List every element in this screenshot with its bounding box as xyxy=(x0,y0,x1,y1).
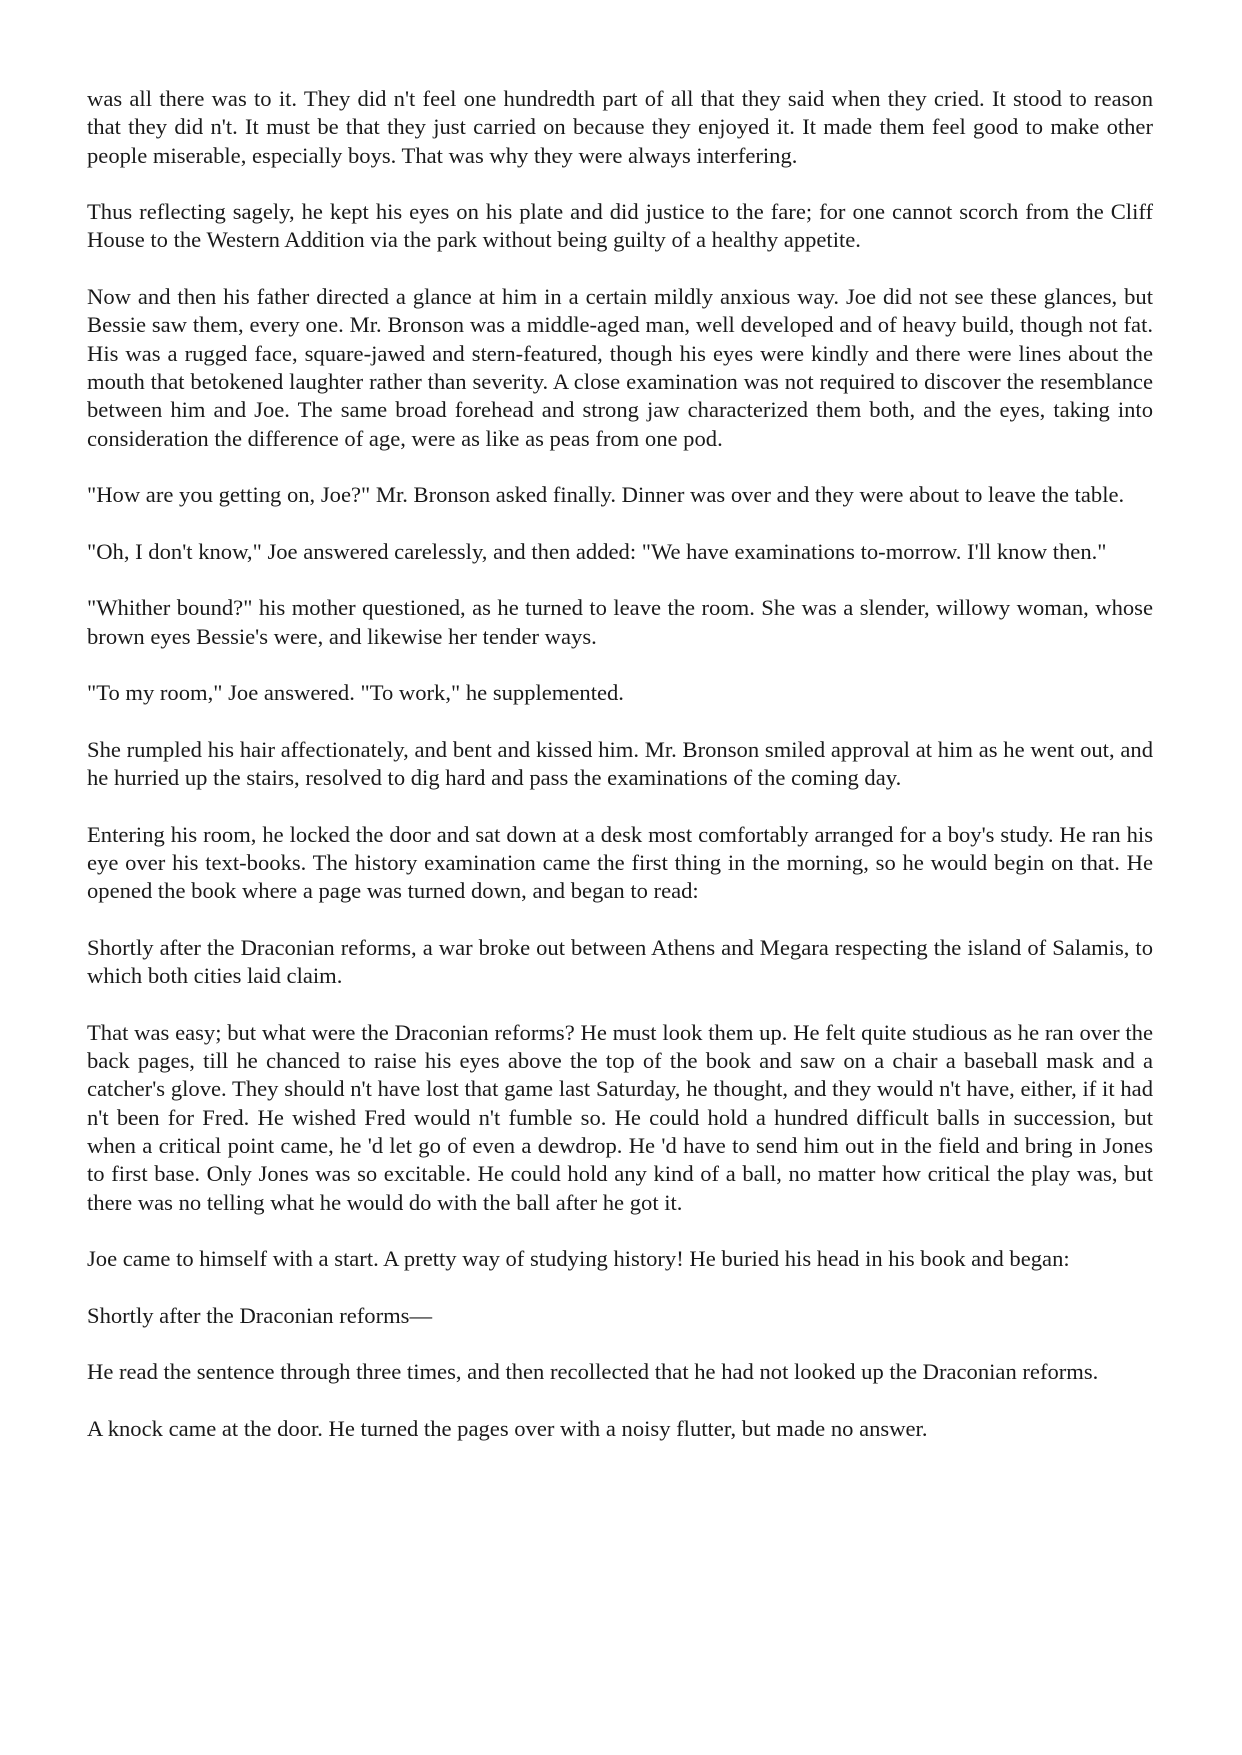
paragraph: He read the sentence through three times, and then recollected that he had not looked up the Draconian reforms. xyxy=(87,1359,1099,1385)
paragraph: That was easy; but what were the Draconian reforms? He must look them up. He felt quite studious as he ran over the back pages, till he chanced to raise his eyes above the top of the book and saw on a chair a baseball mask and a catcher's glove. They should n't have lost that game last Saturday, he thought, and they would n't have, either, if it had n't been for Fred. He wished Fred would n't fumble so. He could hold a hundred difficult balls in succession, but when a critical point came, he 'd let go of even a dewdrop. He 'd have to send him out in the field and bring in Jones to first base. Only Jones was so excitable. He could hold any kind of a ball, no matter how critical the play was, but there was no telling what he would do with the ball after he got it. xyxy=(87,1019,1153,1215)
paragraph: She rumpled his hair affectionately, and bent and kissed him. Mr. Bronson smiled approval at him as he went out, and he hurried up the stairs, resolved to dig hard and pass the examinations of the coming day. xyxy=(87,736,1153,791)
paragraph: "How are you getting on, Joe?" Mr. Bronson asked finally. Dinner was over and they were about to leave the table. xyxy=(87,482,1125,508)
paragraph: "Whither bound?" his mother questioned, as he turned to leave the room. She was a slender, willowy woman, whose brown eyes Bessie's were, and likewise her tender ways. xyxy=(87,595,1153,649)
quoted-passage: Shortly after the Draconian reforms— xyxy=(87,1302,433,1328)
paragraph: "To my room," Joe answered. "To work," he supplemented. xyxy=(87,680,624,706)
quoted-passage: Shortly after the Draconian reforms, a war broke out between Athens and Megara respecting the island of Salamis, to which both cities laid claim. xyxy=(87,934,1153,989)
paragraph: A knock came at the door. He turned the pages over with a noisy flutter, but made no answer. xyxy=(87,1415,928,1441)
paragraph: Thus reflecting sagely, he kept his eyes on his plate and did justice to the fare; for one cannot scorch from the Cliff House to the Western Addition via the park without being guilty of a healthy appetite. xyxy=(87,199,1153,253)
paragraph: Now and then his father directed a glance at him in a certain mildly anxious way. Joe did not see these glances, but Bessie saw them, every one. Mr. Bronson was a middle-aged man, well developed and of heavy build, though not fat. His was a rugged face, square-jawed and stern-featured, though his eyes were kindly and there were lines about the mouth that betokened laughter rather than severity. A close examination was not required to discover the resemblance between him and Joe. The same broad forehead and strong jaw characterized them both, and the eyes, taking into consideration the difference of age, were as like as peas from one pod. xyxy=(87,284,1153,451)
paragraph: "Oh, I don't know," Joe answered carelessly, and then added: "We have examinations to-morrow. I'll know then." xyxy=(87,538,1107,564)
paragraph: was all there was to it. They did n't feel one hundredth part of all that they said when they cried. It stood to reason that they did n't. It must be that they just carried on because they enjoyed it. It made them feel good to make other people miserable, especially boys. That was why they were always interfering. xyxy=(87,86,1153,168)
paragraph: Joe came to himself with a start. A pretty way of studying history! He buried his head in his book and began: xyxy=(87,1246,1070,1272)
document-page xyxy=(87,85,1153,1472)
paragraph: Entering his room, he locked the door and sat down at a desk most comfortably arranged for a boy's study. He ran his eye over his text-books. The history examination came the first thing in the morning, so he would begin on that. He opened the book where a page was turned down, and began to read: xyxy=(87,821,1153,904)
